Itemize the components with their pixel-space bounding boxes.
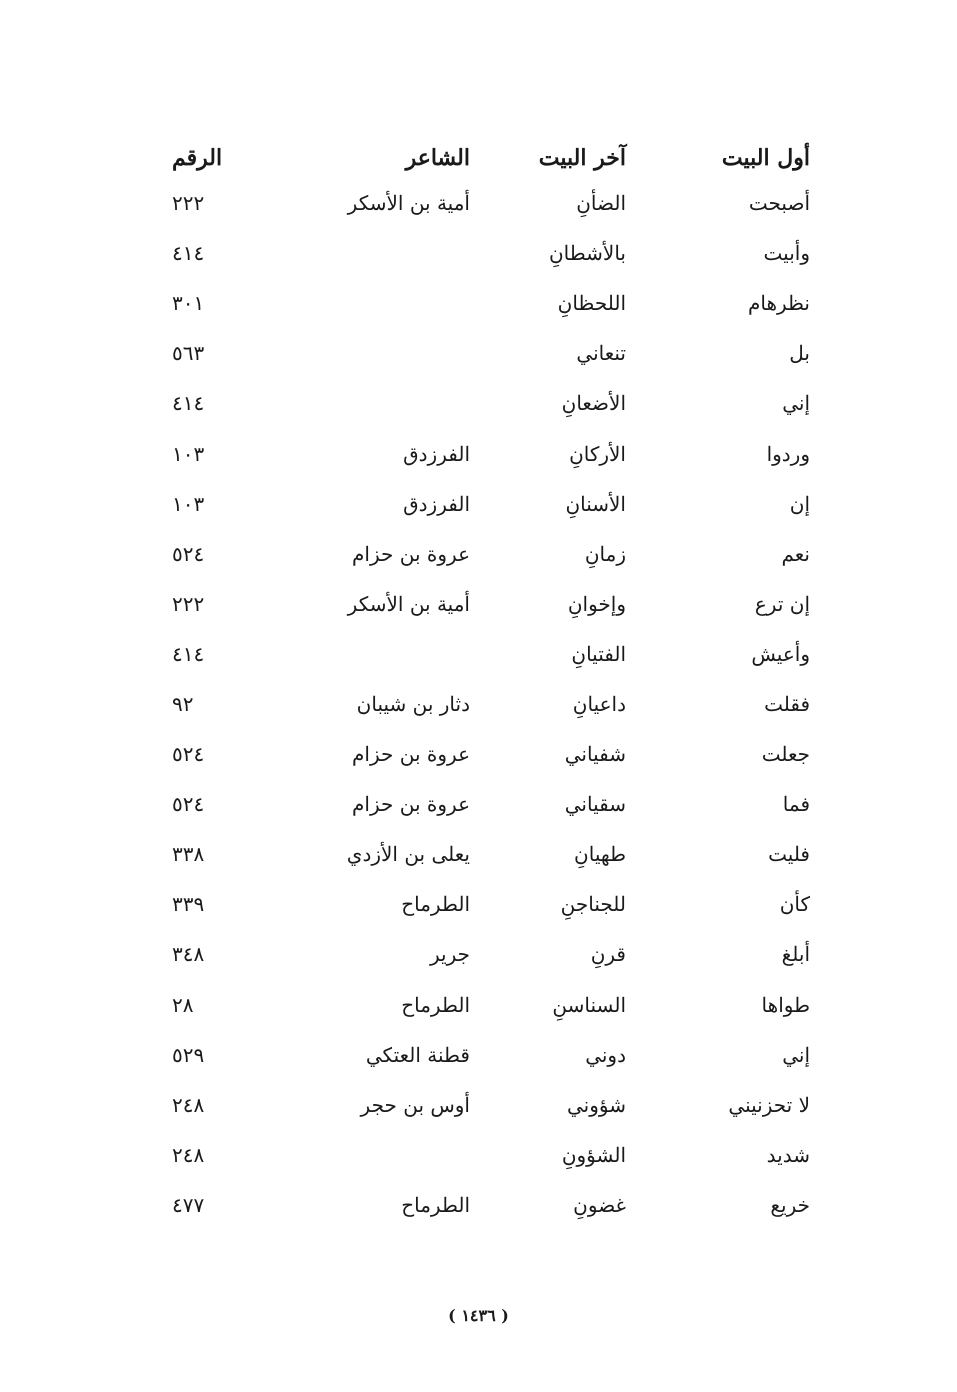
last-of-verse-cell: غضونِ bbox=[573, 1192, 626, 1217]
first-of-verse-cell: بل bbox=[789, 341, 810, 366]
table-row bbox=[150, 428, 820, 478]
table-row bbox=[150, 1080, 820, 1130]
last-of-verse-cell: شؤوني bbox=[567, 1092, 626, 1117]
table-row bbox=[150, 729, 820, 779]
poet-cell: عروة بن حزام bbox=[352, 742, 470, 767]
table-row bbox=[150, 1180, 820, 1230]
rhyme-index-table bbox=[150, 138, 820, 1230]
table-row bbox=[150, 879, 820, 929]
poet-cell: الفرزدق bbox=[403, 491, 470, 516]
last-of-verse-cell: للجناجنِ bbox=[560, 892, 626, 917]
table-row bbox=[150, 1030, 820, 1080]
last-of-verse-cell: الأركانِ bbox=[569, 441, 626, 466]
last-of-verse-cell: وإخوانِ bbox=[567, 591, 626, 616]
poet-cell: جرير bbox=[430, 942, 470, 967]
first-of-verse-cell: شديد bbox=[766, 1142, 810, 1167]
table-row bbox=[150, 629, 820, 679]
header-number: الرقم bbox=[172, 145, 223, 171]
last-of-verse-cell: الضأنِ bbox=[576, 191, 626, 216]
first-of-verse-cell: نظرهام bbox=[747, 291, 810, 316]
table-row bbox=[150, 328, 820, 378]
last-of-verse-cell: الأسنانِ bbox=[565, 491, 626, 516]
number-cell: ٣٣٩ bbox=[172, 892, 205, 917]
last-of-verse-cell: دوني bbox=[585, 1042, 626, 1067]
header-last-of-verse: آخر البيت bbox=[538, 145, 626, 171]
last-of-verse-cell: طهيانِ bbox=[574, 842, 626, 867]
last-of-verse-cell: بالأشطانِ bbox=[548, 241, 626, 266]
table-row bbox=[150, 228, 820, 278]
number-cell: ٥٦٣ bbox=[172, 341, 205, 366]
first-of-verse-cell: جعلت bbox=[761, 742, 810, 767]
poet-cell: الطرماح bbox=[401, 1192, 470, 1217]
number-cell: ٢٢٢ bbox=[172, 591, 205, 616]
last-of-verse-cell: تنعاني bbox=[576, 341, 626, 366]
number-cell: ٤١٤ bbox=[172, 241, 205, 266]
number-cell: ١٠٣ bbox=[172, 491, 205, 516]
last-of-verse-cell: داعيانِ bbox=[572, 691, 626, 716]
first-of-verse-cell: خريع bbox=[770, 1192, 810, 1217]
number-cell: ٣٤٨ bbox=[172, 942, 205, 967]
header-first-of-verse: أول البيت bbox=[721, 145, 810, 171]
table-row bbox=[150, 178, 820, 228]
table-row bbox=[150, 1130, 820, 1180]
number-cell: ٤١٤ bbox=[172, 641, 205, 666]
table-row bbox=[150, 378, 820, 428]
table-body bbox=[150, 178, 820, 1230]
table-row bbox=[150, 479, 820, 529]
last-of-verse-cell: سقياني bbox=[564, 792, 626, 817]
first-of-verse-cell: فليت bbox=[768, 842, 810, 867]
first-of-verse-cell: طواها bbox=[761, 992, 810, 1017]
poet-cell: الطرماح bbox=[401, 892, 470, 917]
table-row bbox=[150, 679, 820, 729]
number-cell: ٣٠١ bbox=[172, 291, 205, 316]
first-of-verse-cell: أبلغ bbox=[781, 942, 810, 967]
number-cell: ٩٢ bbox=[172, 691, 194, 716]
page-number: ( ١٤٣٦ ) bbox=[448, 1306, 509, 1325]
number-cell: ١٠٣ bbox=[172, 441, 205, 466]
last-of-verse-cell: الفتيانِ bbox=[571, 641, 626, 666]
poet-cell: الطرماح bbox=[401, 992, 470, 1017]
last-of-verse-cell: شفياني bbox=[564, 742, 626, 767]
table-row bbox=[150, 278, 820, 328]
table-row bbox=[150, 579, 820, 629]
last-of-verse-cell: الشؤونِ bbox=[561, 1142, 626, 1167]
first-of-verse-cell: وأعيش bbox=[751, 641, 810, 666]
number-cell: ٢٢٢ bbox=[172, 191, 205, 216]
first-of-verse-cell: إن ترع bbox=[754, 591, 810, 616]
number-cell: ٥٢٤ bbox=[172, 792, 205, 817]
first-of-verse-cell: إن bbox=[789, 491, 810, 516]
last-of-verse-cell: اللحظانِ bbox=[557, 291, 626, 316]
table-row bbox=[150, 779, 820, 829]
first-of-verse-cell: كأن bbox=[779, 892, 810, 917]
first-of-verse-cell: لا تحزنيني bbox=[728, 1092, 810, 1117]
last-of-verse-cell: زمانِ bbox=[584, 541, 626, 566]
number-cell: ٢٤٨ bbox=[172, 1092, 205, 1117]
first-of-verse-cell: وردوا bbox=[766, 441, 810, 466]
header-poet: الشاعر bbox=[405, 145, 470, 171]
first-of-verse-cell: إني bbox=[782, 391, 810, 416]
last-of-verse-cell: الأضعانِ bbox=[561, 391, 626, 416]
table-row bbox=[150, 529, 820, 579]
number-cell: ٥٢٤ bbox=[172, 541, 205, 566]
poet-cell: دثار بن شيبان bbox=[356, 691, 470, 716]
table-row bbox=[150, 980, 820, 1030]
first-of-verse-cell: إني bbox=[782, 1042, 810, 1067]
number-cell: ٥٢٤ bbox=[172, 742, 205, 767]
first-of-verse-cell: نعم bbox=[781, 541, 810, 566]
poet-cell: قطنة العتكي bbox=[365, 1042, 470, 1067]
first-of-verse-cell: وأبيت bbox=[763, 241, 810, 266]
number-cell: ٢٤٨ bbox=[172, 1142, 205, 1167]
table-header-row bbox=[150, 138, 820, 178]
number-cell: ٢٨ bbox=[172, 992, 194, 1017]
number-cell: ٥٢٩ bbox=[172, 1042, 205, 1067]
poet-cell: عروة بن حزام bbox=[352, 792, 470, 817]
first-of-verse-cell: فقلت bbox=[764, 691, 810, 716]
table-row bbox=[150, 829, 820, 879]
poet-cell: عروة بن حزام bbox=[352, 541, 470, 566]
number-cell: ٤٧٧ bbox=[172, 1192, 205, 1217]
last-of-verse-cell: السناسنِ bbox=[552, 992, 626, 1017]
poet-cell: يعلى بن الأزدي bbox=[346, 842, 470, 867]
number-cell: ٤١٤ bbox=[172, 391, 205, 416]
first-of-verse-cell: فما bbox=[782, 792, 810, 817]
poet-cell: أمية بن الأسكر bbox=[347, 191, 470, 216]
poet-cell: أمية بن الأسكر bbox=[347, 591, 470, 616]
last-of-verse-cell: قرنِ bbox=[590, 942, 626, 967]
poet-cell: الفرزدق bbox=[403, 441, 470, 466]
first-of-verse-cell: أصبحت bbox=[748, 191, 810, 216]
poet-cell: أوس بن حجر bbox=[360, 1092, 470, 1117]
table-row bbox=[150, 929, 820, 979]
number-cell: ٣٣٨ bbox=[172, 842, 205, 867]
